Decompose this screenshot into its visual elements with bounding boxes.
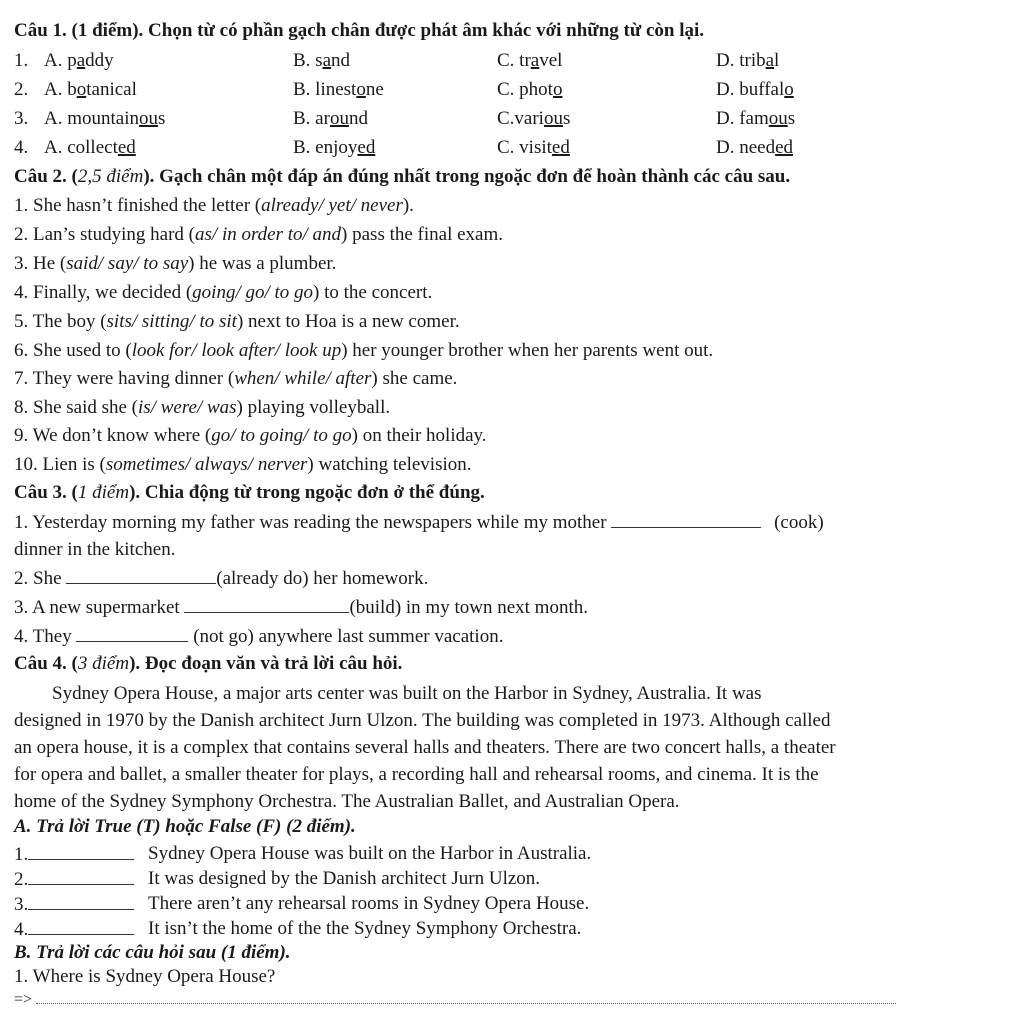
- q2-item: 9. We don’t know where (go/ to going/ to go) on their holiday.: [14, 425, 487, 446]
- q1-option-d: D. needed: [716, 137, 794, 158]
- answer-blank[interactable]: [76, 625, 188, 642]
- q1-row-num: 2.: [14, 79, 29, 100]
- q2-item: 2. Lan’s studying hard (as/ in order to/ and) pass the final exam.: [14, 224, 504, 245]
- q1-option-b: B. around: [293, 108, 368, 129]
- q1-option-b: B. sand: [293, 50, 351, 71]
- passage-line: home of the Sydney Symphony Orchestra. The Australian Ballet, and Australian Opera.: [14, 791, 680, 812]
- q1-option-a: A. paddy: [44, 50, 114, 71]
- tf-item: 2. It was designed by the Danish architect Jurn Ulzon.: [14, 868, 541, 890]
- part-b-heading: B. Trả lời các câu hỏi sau (1 điểm).: [14, 942, 291, 963]
- q3-item-1-continued: dinner in the kitchen.: [14, 539, 176, 560]
- answer-line: =>: [14, 989, 896, 1011]
- q1-option-a: A. collected: [44, 137, 136, 158]
- q1-option-d: D. famous: [716, 108, 796, 129]
- q2-item: 3. He (said/ say/ to say) he was a plumber.: [14, 253, 337, 274]
- q1-option-d: D. buffalo: [716, 79, 794, 100]
- answer-blank[interactable]: [611, 511, 761, 528]
- q3-heading: Câu 3. (1 điểm). Chia động từ trong ngoặc đơn ở thể đúng.: [14, 482, 485, 503]
- q1-option-d: D. tribal: [716, 50, 780, 71]
- answer-blank[interactable]: [66, 567, 216, 584]
- q3-item-3: 3. A new supermarket (build) in my town next month.: [14, 597, 588, 618]
- tf-item: 1. Sydney Opera House was built on the Harbor in Australia.: [14, 843, 592, 865]
- q2-item: 10. Lien is (sometimes/ always/ nerver) watching television.: [14, 454, 472, 475]
- q1-row-num: 4.: [14, 137, 29, 158]
- answer-dotted-line[interactable]: [36, 989, 896, 1004]
- q3-item-4: 4. They (not go) anywhere last summer vacation.: [14, 626, 504, 647]
- passage-line: for opera and ballet, a smaller theater for plays, a recording hall and rehearsal rooms, and cinema. It is the: [14, 764, 819, 785]
- q2-item: 6. She used to (look for/ look after/ look up) her younger brother when her parents went out.: [14, 340, 714, 361]
- q2-item: 4. Finally, we decided (going/ go/ to go) to the concert.: [14, 282, 433, 303]
- answer-blank[interactable]: [28, 868, 134, 885]
- answer-blank[interactable]: [28, 843, 134, 860]
- passage-line: an opera house, it is a complex that contains several halls and theaters. There are two concert halls, a theater: [14, 737, 836, 758]
- q2-heading: Câu 2. (2,5 điểm). Gạch chân một đáp án đúng nhất trong ngoặc đơn để hoàn thành các câu sau.: [14, 166, 791, 187]
- answer-blank[interactable]: [28, 918, 134, 935]
- q1-row-num: 3.: [14, 108, 29, 129]
- q1-option-a: A. mountainous: [44, 108, 166, 129]
- part-b-question-1: 1. Where is Sydney Opera House?: [14, 966, 276, 987]
- q1-option-b: B. enjoyed: [293, 137, 376, 158]
- q1-row-num: 1.: [14, 50, 29, 71]
- q2-item: 1. She hasn’t finished the letter (already/ yet/ never).: [14, 195, 414, 216]
- answer-blank[interactable]: [184, 596, 349, 613]
- q3-item-1: 1. Yesterday morning my father was reading the newspapers while my mother (cook): [14, 512, 824, 533]
- q2-item: 5. The boy (sits/ sitting/ to sit) next to Hoa is a new comer.: [14, 311, 460, 332]
- q2-item: 7. They were having dinner (when/ while/ after) she came.: [14, 368, 458, 389]
- part-a-heading: A. Trả lời True (T) hoặc False (F) (2 điểm).: [14, 816, 356, 837]
- q4-heading: Câu 4. (3 điểm). Đọc đoạn văn và trả lời câu hỏi.: [14, 653, 403, 674]
- q1-option-c: C. travel: [497, 50, 563, 71]
- q1-option-a: A. botanical: [44, 79, 137, 100]
- tf-item: 3. There aren’t any rehearsal rooms in Sydney Opera House.: [14, 893, 590, 915]
- q2-item: 8. She said she (is/ were/ was) playing volleyball.: [14, 397, 391, 418]
- passage-line: Sydney Opera House, a major arts center was built on the Harbor in Sydney, Australia. It was: [14, 683, 762, 704]
- passage-line: designed in 1970 by the Danish architect Jurn Ulzon. The building was completed in 1973. Although called: [14, 710, 831, 731]
- q1-option-c: C.various: [497, 108, 571, 129]
- q1-option-c: C. visited: [497, 137, 570, 158]
- q1-option-b: B. linestone: [293, 79, 384, 100]
- answer-blank[interactable]: [28, 893, 134, 910]
- q1-heading: Câu 1. (1 điểm). Chọn từ có phần gạch chân được phát âm khác với những từ còn lại.: [14, 20, 705, 41]
- q1-option-c: C. photo: [497, 79, 563, 100]
- q3-item-2: 2. She (already do) her homework.: [14, 568, 429, 589]
- tf-item: 4. It isn’t the home of the the Sydney Symphony Orchestra.: [14, 918, 582, 940]
